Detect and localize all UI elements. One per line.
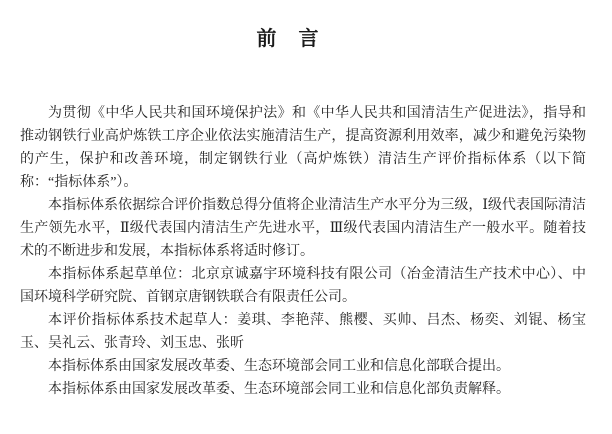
paragraph-proposed-by: 本指标体系由国家发展改革委、生态环境部会同工业和信息化部联合提出。 bbox=[48, 359, 510, 374]
page-title: 前 言 bbox=[256, 28, 320, 50]
paragraph-interpreted-by: 本指标体系由国家发展改革委、生态环境部会同工业和信息化部负责解释。 bbox=[48, 382, 510, 397]
paragraph-purpose: 为贯彻《中华人民共和国环境保护法》和《中华人民共和国清洁生产促进法》，指导和推动钢铁行业高炉炼铁工序企业依法实施清洁生产，提高资源利用效率，减少和避免污染物的产生，保护和改善环境，制定钢铁行业（高炉炼铁）清洁生产评价指标体系（以下简称：“指标体系”）。 bbox=[20, 106, 586, 190]
paragraph-drafting-organizations: 本指标体系起草单位：北京京诚嘉宇环境科技有限公司（冶金清洁生产技术中心）、中国环境科学研究院、首钢京唐钢铁联合有限责任公司。 bbox=[20, 267, 586, 305]
paragraph-drafters: 本评价指标体系技术起草人：姜琪、李艳萍、熊樱、买帅、吕杰、杨奕、刘锟、杨宝玉、吴礼云、张青玲、刘玉忠、张昕 bbox=[20, 313, 586, 351]
document-body bbox=[20, 102, 586, 401]
paragraph-grading-levels: 本指标体系依据综合评价指数总得分值将企业清洁生产水平分为三级，Ⅰ级代表国际清洁生产领先水平，Ⅱ级代表国内清洁生产先进水平，Ⅲ级代表国内清洁生产一般水平。随着技术的不断进步和发展，本指标体系将适时修订。 bbox=[20, 198, 586, 259]
